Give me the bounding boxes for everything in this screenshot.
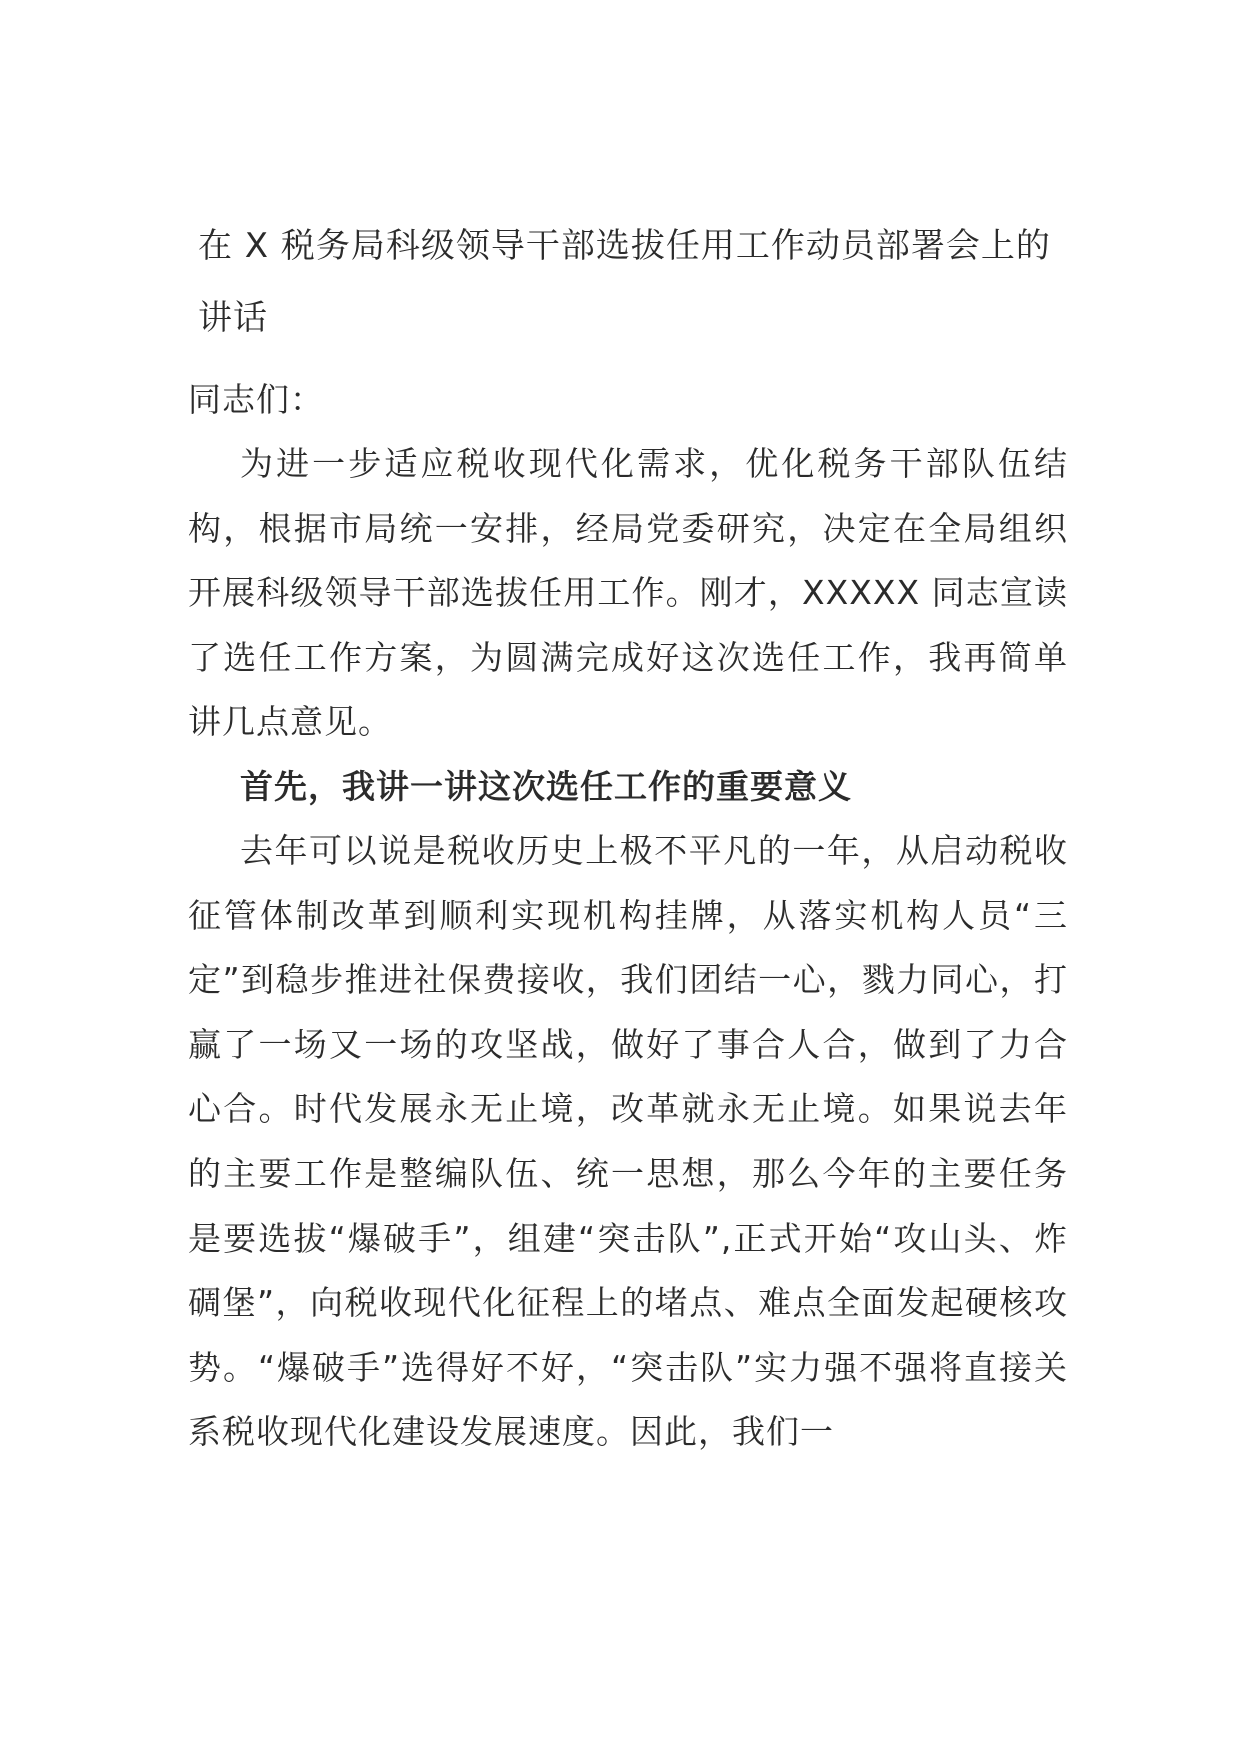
section-heading: 首先，我讲一讲这次选任工作的重要意义 — [240, 766, 852, 806]
intro-paragraph: 为进一步适应税收现代化需求，优化税务干部队伍结构，根据市局统一安排，经局党委研究，决定在全局组织开展科级领导干部选拔任用工作。刚才，XXXXX 同志宣读了选任工作方案，为圆满完成好这次选任工作，我再简单讲几点意见。 — [188, 444, 1068, 742]
document-title: 在 X 税务局科级领导干部选拔任用工作动员部署会上的讲话 — [198, 226, 1051, 338]
document-body — [188, 210, 1068, 1465]
salutation: 同志们： — [188, 380, 324, 419]
body-paragraph: 去年可以说是税收历史上极不平凡的一年，从启动税收征管体制改革到顺利实现机构挂牌，从落实机构人员“三定”到稳步推进社保费接收，我们团结一心，戮力同心，打赢了一场又一场的攻坚战，做好了事合人合，做到了力合心合。时代发展永无止境，改革就永无止境。如果说去年的主要工作是整编队伍、统一思想，那么今年的主要任务是要选拔“爆破手”，组建“突击队”,正式开始“攻山头、炸碉堡”，向税收现代化征程上的堵点、难点全面发起硬核攻势。“爆破手”选得好不好，“突击队”实力强不强将直接关系税收现代化建设发展速度。因此，我们一 — [188, 830, 1068, 1452]
